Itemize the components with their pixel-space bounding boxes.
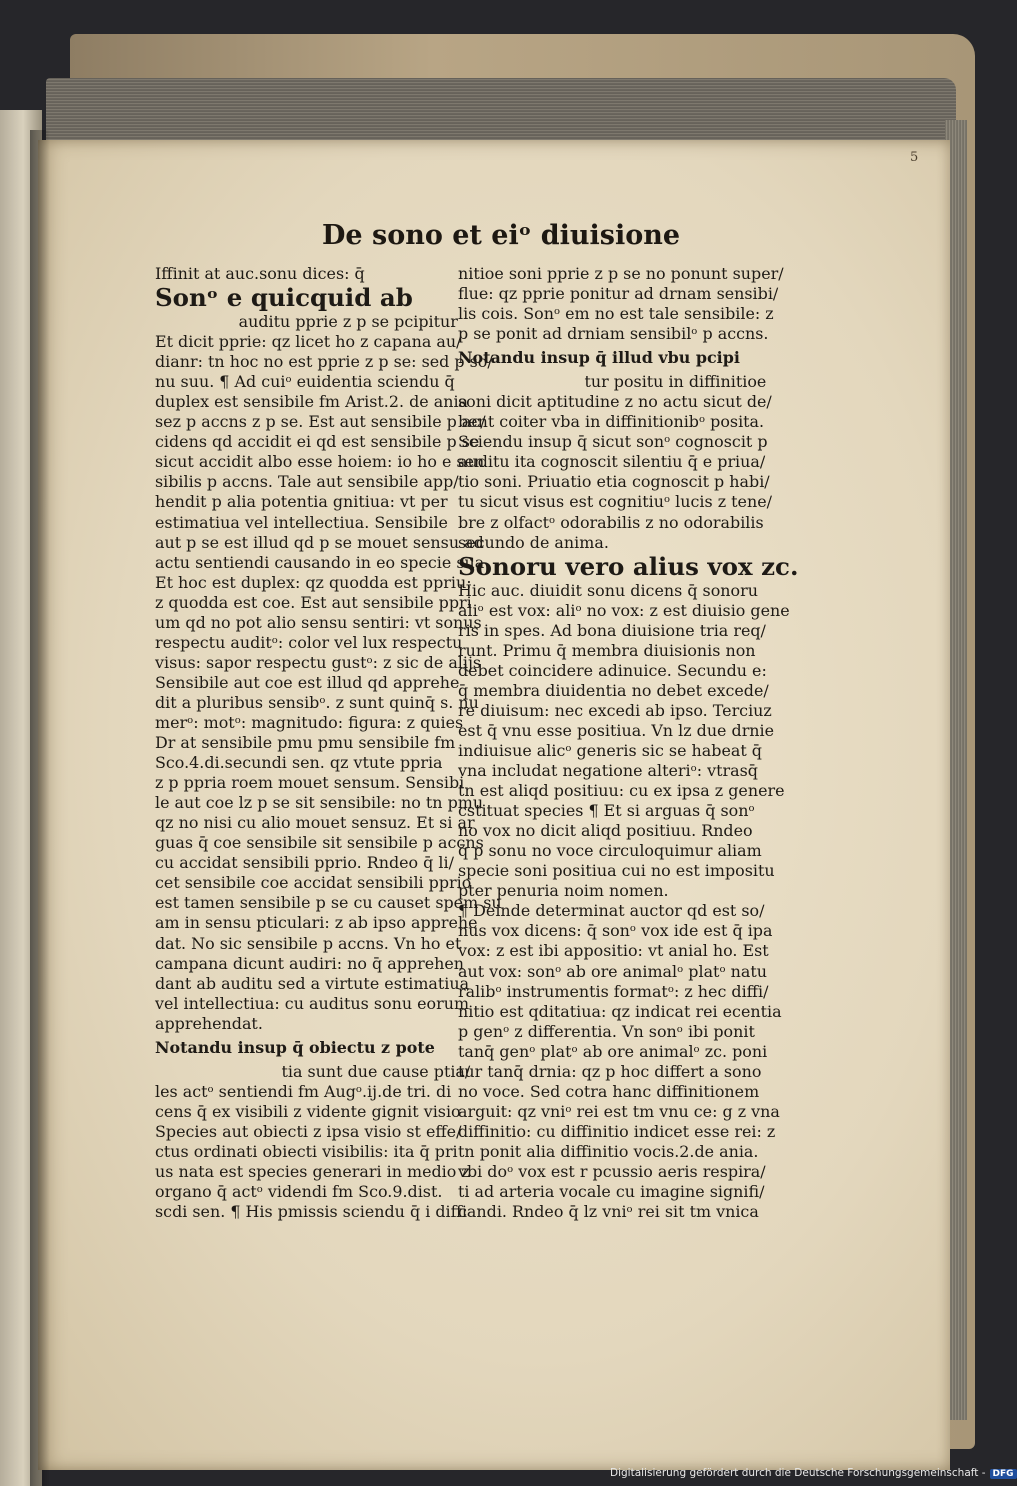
- text-line: q̄ p sonu no voce circuloquimur aliam: [458, 842, 762, 861]
- text-line: qz no nisi cu alio mouet sensuz. Et si ar: [155, 814, 475, 833]
- text-line: diffinitio: cu diffinitio indicet esse rei: z: [458, 1122, 776, 1141]
- text-line: tur positu in diffinitioe: [584, 373, 767, 392]
- text-line: nus vox dicens: q̄ sonᵒ vox ide est q̄ ipa: [458, 922, 773, 941]
- text-line: vox: z est ibi appositio: vt anial ho. Est: [458, 942, 769, 961]
- text-line: soni dicit aptitudine z no actu sicut de∕: [458, 393, 772, 412]
- text-line: le aut coe lz p se sit sensibile: no tn pmu: [155, 794, 484, 813]
- text-line: dit a pluribus sensibᵒ. z sunt quinq̄ s. nu: [155, 693, 479, 712]
- text-column-right: [458, 264, 799, 1244]
- text-line: no vox no dicit aliqd positiuu. Rndeo: [458, 822, 753, 841]
- text-line: ris in spes. Ad bona diuisione tria req∕: [458, 621, 766, 640]
- text-line: merᵒ: motᵒ: magnitudo: figura: z quies: [155, 713, 464, 732]
- text-line: tn ponit alia diffinitio vocis.2.de ania.: [458, 1142, 759, 1161]
- text-line: visus: sapor respectu gustᵒ: z sic de alijs: [155, 653, 482, 672]
- text-line: p genᵒ z differentia. Vn sonᵒ ibi ponit: [458, 1022, 755, 1041]
- text-line: nitioe soni pprie z p se no ponunt super∕: [458, 265, 784, 283]
- text-line: debet coincidere adinuice. Secundu e:: [458, 661, 767, 680]
- text-line: Et hoc est duplex: qz quodda est ppriu:: [155, 573, 472, 592]
- text-line: dianr: tn hoc no est pprie z p se: sed p so∕: [155, 353, 493, 372]
- text-line: candi. Rndeo q̄ lz vniᵒ rei sit tm vnica: [458, 1203, 759, 1222]
- text-line: sicut accidit albo esse hoiem: io ho e sen: [155, 453, 485, 472]
- text-line: aliᵒ est vox: aliᵒ no vox: z est diuisio gene: [458, 601, 790, 620]
- text-line: dant ab auditu sed a virtute estimatiua: [155, 974, 470, 993]
- spine-shadow: [30, 130, 50, 1486]
- text-line: am in sensu pticulari: z ab ipso apprehe: [155, 914, 478, 933]
- text-line: Notandu insup q̄ illud vbu pcipi: [458, 348, 740, 368]
- text-line: Dr at sensibile pmu pmu sensibile fm: [155, 734, 456, 753]
- text-line: um qd no pot alio sensu sentiri: vt sonus: [155, 613, 482, 632]
- text-line: ctus ordinati obiecti visibilis: ita q̄ pri: [155, 1142, 458, 1161]
- credit-text: Digitalisierung gefördert durch die Deutsche Forschungsgemeinschaft -: [610, 1467, 986, 1479]
- text-line: lis cois. Sonᵒ em no est tale sensibile: z: [458, 305, 774, 324]
- text-line: Notandu insup q̄ obiectu z pote: [155, 1037, 435, 1057]
- text-line: les actᵒ sentiendi fm Augᵒ.ij.de tri. di: [155, 1082, 452, 1101]
- text-line: auditu pprie z p se pcipitur: [238, 313, 458, 332]
- text-line: estimatiua vel intellectiua. Sensibile: [155, 513, 448, 532]
- text-line: us nata est species generari in medio z: [155, 1162, 470, 1181]
- text-line: guas q̄ coe sensibile sit sensibile p accns: [155, 834, 484, 853]
- text-line: respectu auditᵒ: color vel lux respectu: [155, 633, 463, 652]
- text-line: sibilis p accns. Tale aut sensibile app∕: [155, 473, 459, 492]
- text-line: nitio est qditatiua: qz indicat rei ecentia: [458, 1002, 782, 1021]
- book-top-edges: [46, 78, 956, 148]
- text-line: vel intellectiua: cu auditus sonu eorum: [155, 994, 470, 1013]
- text-column-left: [155, 264, 502, 1244]
- text-line: hendit p alia potentia gnitiua: vt per: [155, 493, 448, 512]
- text-line: vna includat negatione alteriᵒ: vtrasq̄: [458, 762, 758, 781]
- text-line: runt. Primu q̄ membra diuisionis non: [458, 641, 756, 660]
- text-line: z p ppria roem mouet sensum. Sensibi: [155, 774, 465, 793]
- text-line: Sonᵒ e quicquid ab: [155, 283, 413, 313]
- text-line: organo q̄ actᵒ videndi fm Sco.9.dist.: [155, 1183, 443, 1202]
- text-line: vbi doᵒ vox est r pcussio aeris respira∕: [458, 1162, 766, 1181]
- text-line: re diuisum: nec excedi ab ipso. Terciuz: [458, 701, 772, 720]
- text-line: ralibᵒ instrumentis formatᵒ: z hec diffi∕: [458, 982, 769, 1001]
- text-line: campana dicunt audiri: no q̄ apprehen: [155, 954, 465, 973]
- text-line: pter penuria noim nomen.: [458, 882, 669, 901]
- text-line: aut p se est illud qd p se mouet sensu ad: [155, 533, 484, 552]
- text-line: arguit: qz vniᵒ rei est tm vnu ce: g z vna: [458, 1102, 780, 1121]
- text-line: bre z olfactᵒ odorabilis z no odorabilis: [458, 513, 764, 532]
- text-line: duplex est sensibile fm Arist.2. de ania: [155, 393, 469, 412]
- text-line: tia sunt due cause ptia∕: [281, 1062, 471, 1081]
- text-line: scdi sen. ¶ His pmissis sciendu q̄ i diffi: [155, 1203, 468, 1222]
- text-line: q̄ membra diuidentia no debet excede∕: [458, 681, 769, 700]
- text-line: cet sensibile coe accidat sensibili pprio: [155, 874, 472, 893]
- text-line: Et dicit pprie: qz licet ho z capana au∕: [155, 333, 462, 352]
- text-line: secundo de anima.: [458, 533, 609, 552]
- text-line: actu sentiendi causando in eo specie sua: [155, 553, 485, 572]
- text-line: est q̄ vnu esse positiua. Vn lz due drnie: [458, 721, 775, 740]
- text-line: cidens qd accidit ei qd est sensibile p se: [155, 433, 480, 452]
- text-line: dat. No sic sensibile p accns. Vn ho et: [155, 934, 462, 953]
- text-line: no voce. Sed cotra hanc diffinitionem: [458, 1082, 760, 1101]
- text-line: cstituat species ¶ Et si arguas q̄ sonᵒ: [458, 802, 755, 821]
- text-line: tanq̄ genᵒ platᵒ ab ore animalᵒ zc. poni: [458, 1042, 768, 1061]
- text-line: Iffinit at auc.sonu dices: q̄: [155, 265, 365, 283]
- text-line: tur tanq̄ drnia: qz p hoc differt a sono: [458, 1062, 762, 1081]
- text-line: sez p accns z p se. Est aut sensibile p ac∕: [155, 413, 486, 432]
- text-line: cu accidat sensibili pprio. Rndeo q̄ li∕: [155, 854, 454, 873]
- digitization-credit: [610, 1467, 1014, 1485]
- text-line: flue: qz pprie ponitur ad drnam sensibi∕: [458, 285, 779, 304]
- text-line: bent coiter vba in diffinitionibᵒ posita.: [458, 413, 765, 432]
- text-line: aut vox: sonᵒ ab ore animalᵒ platᵒ natu: [458, 962, 767, 981]
- text-line: nu suu. ¶ Ad cuiᵒ euidentia sciendu q̄: [155, 373, 455, 392]
- text-line: p se ponit ad drniam sensibilᵒ p accns.: [458, 325, 769, 344]
- text-line: Sonoru vero alius vox zc.: [458, 551, 799, 581]
- text-line: Sciendu insup q̄ sicut sonᵒ cognoscit p: [458, 433, 768, 452]
- text-line: tio soni. Priuatio etia cognoscit p habi∕: [458, 473, 770, 492]
- text-line: ¶ Deinde determinat auctor qd est so∕: [458, 902, 765, 921]
- text-line: indiuisue alicᵒ generis sic se habeat q̄: [458, 741, 763, 760]
- text-line: Sensibile aut coe est illud qd apprehe: [155, 673, 460, 692]
- dfg-logo: DFG: [990, 1469, 1017, 1479]
- text-line: ti ad arteria vocale cu imagine signifi∕: [458, 1183, 765, 1202]
- folio-number: 5: [910, 150, 919, 165]
- text-line: cens q̄ ex visibili z vidente gignit visio: [155, 1102, 461, 1121]
- text-line: auditu ita cognoscit silentiu q̄ e priua∕: [458, 453, 766, 472]
- text-line: apprehendat.: [155, 1014, 263, 1033]
- text-line: specie soni positiua cui no est impositu: [458, 862, 775, 881]
- text-line: Species aut obiecti z ipsa visio st effe∕: [155, 1122, 462, 1141]
- text-line: Sco.4.di.secundi sen. qz vtute ppria: [155, 754, 443, 773]
- text-line: est tamen sensibile p se cu causet spem su: [155, 894, 502, 913]
- text-line: Hic auc. diuidit sonu dicens q̄ sonoru: [458, 581, 758, 600]
- page-heading: De sono et eiᵒ diuisione: [322, 220, 681, 251]
- text-line: tu sicut visus est cognitiuᵒ lucis z tene∕: [458, 493, 772, 512]
- text-line: tn est aliqd positiuu: cu ex ipsa z genere: [458, 782, 785, 801]
- text-line: z quodda est coe. Est aut sensibile ppri: [155, 593, 472, 612]
